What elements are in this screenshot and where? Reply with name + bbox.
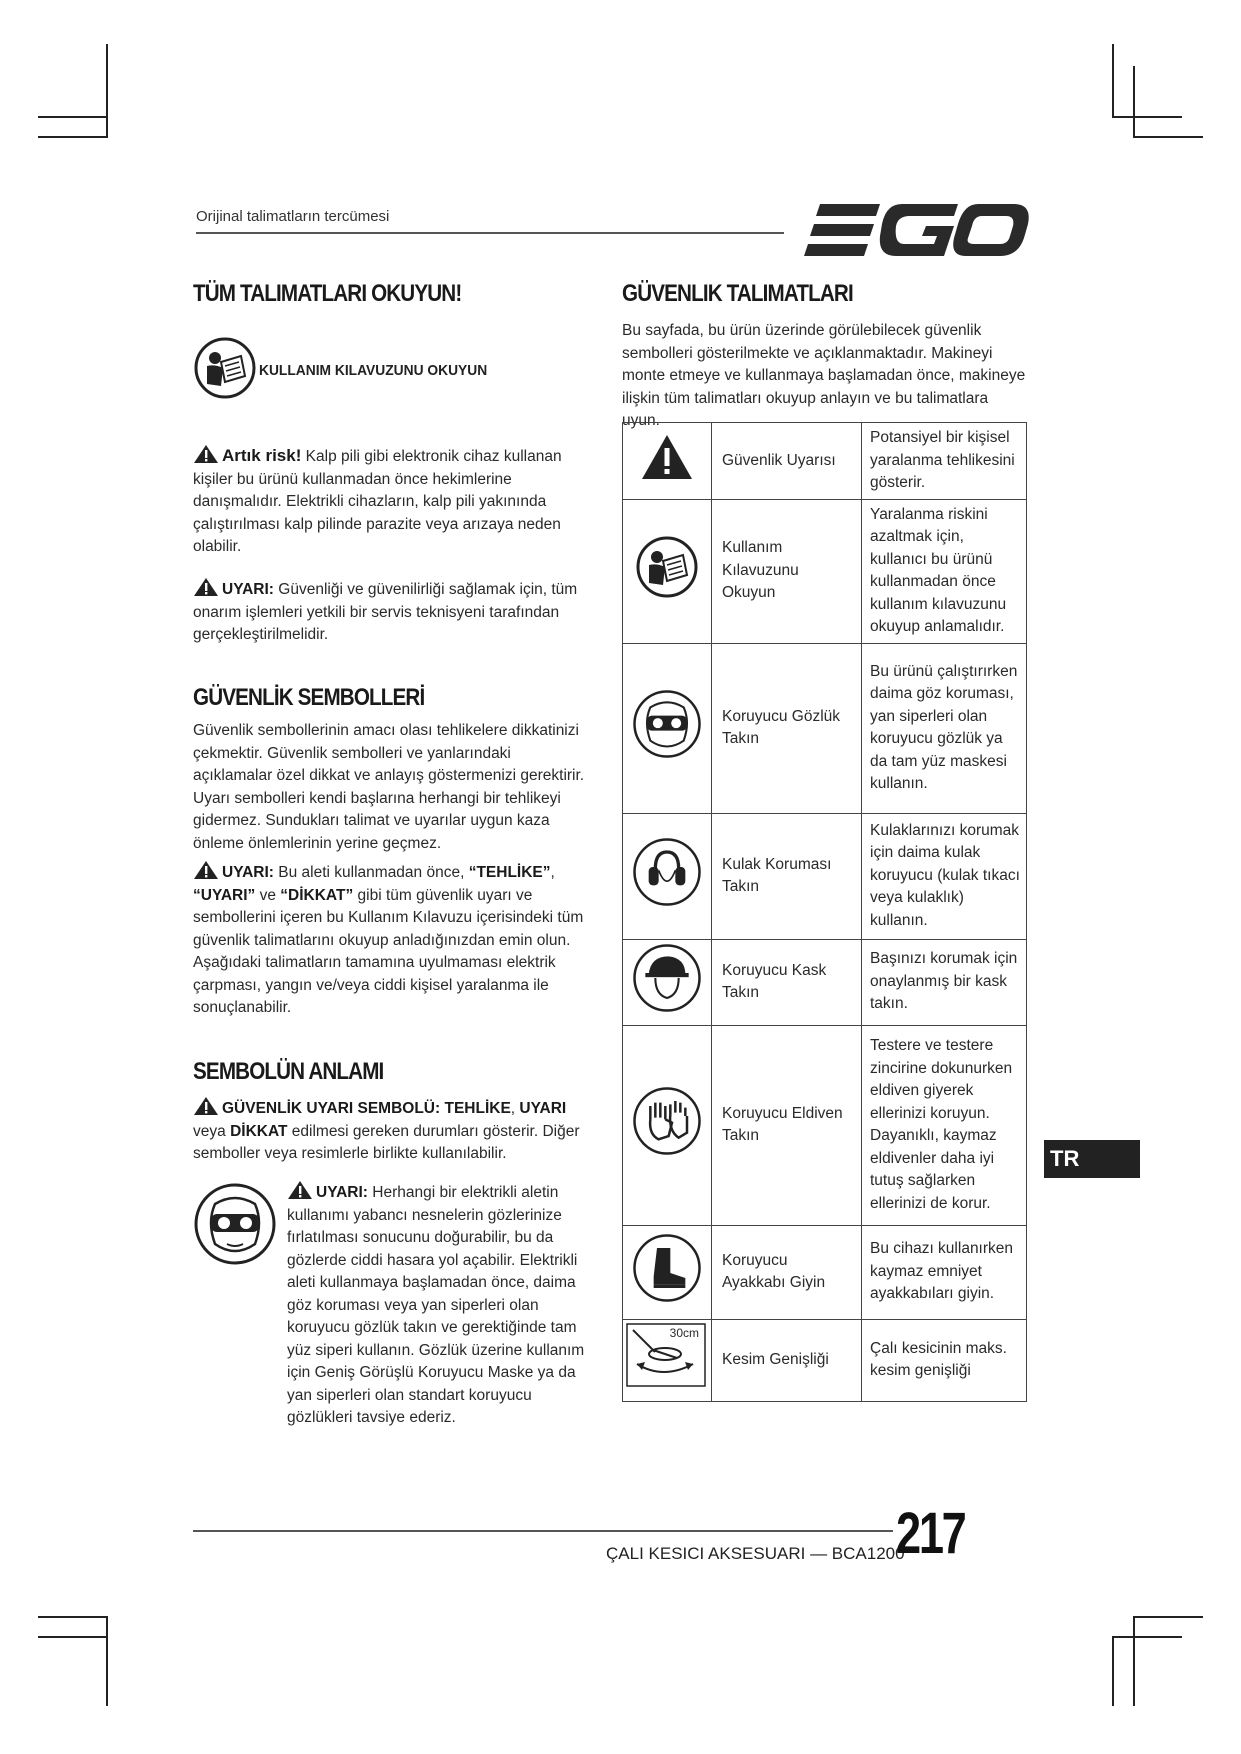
- symbol-cell: [623, 499, 712, 643]
- symbol-cell: [623, 1319, 712, 1401]
- manual-warning-text: gibi tüm güvenlik uyarı ve sembollerini içeren bu Kullanım Kılavuzu içerisindeki tüm güvenlik talimatlarını okuyup anladığınızdan emin olun. Aşağıdaki talimatların tamamına uyulmaması elektrik çarpması, yangın ve/veya ciddi kişisel yaralanma ile sonuçlanabilir.: [193, 886, 584, 1016]
- symbol-cell: [623, 423, 712, 500]
- read-manual-block: [193, 336, 573, 402]
- read-manual-icon: [635, 535, 699, 599]
- symbol-name: Güvenlik Uyarısı: [712, 423, 862, 500]
- symbol-name: Kullanım Kılavuzunu Okuyun: [712, 499, 862, 643]
- symbol-name: Kulak Koruması Takın: [712, 813, 862, 939]
- symbol-cell: [623, 1225, 712, 1319]
- goggle-warning-paragraph: [287, 1180, 587, 1430]
- crop-mark: [1133, 1616, 1203, 1618]
- symbol-name: Koruyucu Eldiven Takın: [712, 1025, 862, 1225]
- crop-mark: [38, 1636, 108, 1638]
- symbol-meaning-paragraph: [193, 1096, 593, 1166]
- symbol-description: Bu cihazı kullanırken kaymaz emniyet ayakkabıları giyin.: [862, 1225, 1027, 1319]
- footer-rule: [193, 1530, 893, 1532]
- boots-icon: [632, 1233, 702, 1303]
- symbol-description: Bu ürünü çalıştırırken daima göz koruması, yan siperleri olan koruyucu gözlük ya da tam yüz maskesi kullanın.: [862, 643, 1027, 813]
- crop-mark: [106, 1616, 108, 1706]
- symbol-name: Koruyucu Kask Takın: [712, 939, 862, 1025]
- goggles-icon: [632, 689, 702, 759]
- symbol-description: Başınızı korumak için onaylanmış bir kask takın.: [862, 939, 1027, 1025]
- goggles-icon: [193, 1182, 277, 1266]
- table-row: [623, 1225, 1027, 1319]
- symbol-name: Koruyucu Gözlük Takın: [712, 643, 862, 813]
- crop-mark: [1112, 116, 1182, 118]
- safety-symbols-table: [622, 422, 1027, 1402]
- table-row: [623, 643, 1027, 813]
- symbol-description: Çalı kesicinin maks. kesim genişliği: [862, 1319, 1027, 1401]
- symbol-description: Testere ve testere zincirine dokunurken eldiven giyerek ellerinizi koruyun. Dayanıklı, kaymaz eldivenler daha iyi tutuş sağlarken ellerinizi de korur.: [862, 1025, 1027, 1225]
- goggle-warning-text: Herhangi bir elektrikli aletin kullanımı yabancı nesnelerin gözlerinize fırlatılması sonucunu doğurabilir, bu da gözlerde ciddi hasara yol açabilir. Elektrikli aleti kullanmaya başlamadan önce, daima göz koruması veya yan siperleri olan koruyucu gözlük takın ve gerektiğinde tam yüz siperi kullanın. Gözlük üzerine kullanım için Geniş Görüşlü Koruyucu Maske ya da yan siperleri olan standart koruyucu gözlükleri tavsiye ederiz.: [287, 1184, 585, 1426]
- helmet-icon: [632, 943, 702, 1013]
- warning-term: “UYARI”: [193, 886, 256, 904]
- symbol-description: Kulaklarınızı korumak için daima kulak koruyucu (kulak tıkacı veya kulaklık) kullanın.: [862, 813, 1027, 939]
- table-row: [623, 939, 1027, 1025]
- manual-warning-text: Bu aleti kullanmadan önce,: [273, 864, 469, 881]
- warning-icon: [640, 433, 694, 481]
- header-rule: [196, 232, 784, 234]
- crop-mark: [1112, 44, 1114, 118]
- table-row: [623, 813, 1027, 939]
- safety-instructions-title: GÜVENLIK TALIMATLARI: [622, 280, 853, 307]
- crop-mark: [38, 136, 108, 138]
- symbol-meaning-title: SEMBOLÜN ANLAMI: [193, 1058, 384, 1085]
- crop-mark: [1133, 136, 1203, 138]
- footer-product: ÇALI KESICI AKSESUARI — BCA1200: [606, 1544, 905, 1563]
- warning-icon: [193, 1096, 219, 1116]
- service-warning-text: Güvenliği ve güvenilirliği sağlamak için, tüm onarım işlemleri yetkili bir servis teknisyeni tarafından gerçekleştirilmelidir.: [193, 581, 578, 643]
- symbol-cell: [623, 1025, 712, 1225]
- symbol-name: Koruyucu Ayakkabı Giyin: [712, 1225, 862, 1319]
- ear-protection-icon: [632, 837, 702, 907]
- symbol-description: Potansiyel bir kişisel yaralanma tehlikesini gösterir.: [862, 423, 1027, 500]
- symbol-cell: [623, 643, 712, 813]
- residual-risk-text: Kalp pili gibi elektronik cihaz kullanan kişiler bu ürünü kullanmadan önce hekimlerine danışmalıdır. Elektrikli cihazların, kalp pili yakınında çalıştırılması kalp pilinde parazite veya arızaya neden olabilir.: [193, 448, 562, 555]
- warning-icon: [193, 860, 219, 880]
- crop-mark: [38, 116, 108, 118]
- crop-mark: [1133, 66, 1135, 138]
- warning-icon: [193, 577, 219, 597]
- manual-warning-text: ,: [550, 864, 555, 881]
- manual-warning-paragraph: [193, 860, 593, 1020]
- symbol-meaning-text: ,: [510, 1100, 520, 1117]
- warning-icon: [193, 444, 219, 464]
- goggle-warning-block: [193, 1180, 593, 1440]
- header-subtitle: Orijinal talimatların tercümesi: [196, 208, 390, 225]
- symbol-meaning-text: veya: [193, 1122, 231, 1140]
- symbol-name: Kesim Genişliği: [712, 1319, 862, 1401]
- safety-symbols-title: GÜVENLİK SEMBOLLERİ: [193, 684, 425, 711]
- residual-risk-label: Artık risk!: [222, 446, 302, 465]
- language-tab: TR: [1044, 1140, 1140, 1178]
- service-warning-paragraph: [193, 577, 593, 647]
- caution-term: “DİKKAT”: [280, 886, 354, 904]
- table-row: [623, 1025, 1027, 1225]
- read-instructions-title: TÜM TALIMATLARI OKUYUN!: [193, 280, 462, 307]
- crop-mark: [1133, 1616, 1135, 1706]
- table-row: [623, 423, 1027, 500]
- manual-warning-text: ve: [255, 886, 281, 904]
- page-number: 217: [896, 1501, 965, 1566]
- warning-term: UYARI: [519, 1100, 567, 1117]
- manual-warning-label: UYARI:: [222, 864, 274, 881]
- read-manual-icon: [193, 336, 257, 400]
- ego-logo: [800, 196, 1032, 268]
- service-warning-label: UYARI:: [222, 581, 274, 598]
- symbol-meaning-text: edilmesi gereken durumları gösterir. Diğer semboller veya resimlerle birlikte kullanılabilir.: [193, 1122, 580, 1162]
- safety-alert-label: GÜVENLİK UYARI SEMBOLÜ: TEHLİKE: [222, 1100, 511, 1117]
- residual-risk-paragraph: [193, 444, 593, 559]
- danger-term: “TEHLİKE”: [468, 864, 551, 881]
- crop-mark: [38, 1616, 108, 1618]
- safety-instructions-intro: Bu sayfada, bu ürün üzerinde görülebilecek güvenlik sembolleri gösterilmekte ve açıklanmaktadır. Makineyi monte etmeye ve kullanmaya başlamadan önce, makineye ilişkin tüm talimatları okuyup anlayın ve bu talimatlara uyun.: [622, 322, 1026, 429]
- crop-mark: [1112, 1636, 1114, 1706]
- safety-symbols-text: Güvenlik sembollerinin amacı olası tehlikelere dikkatinizi çekmektir. Güvenlik sembolleri ve yanlarındaki açıklamalar özel dikkat ve anlayış göstermenizi gerektirir. Uyarı sembolleri kendi başlarına herhangi bir tehlikeyi gidermez. Sundukları talimat ve uyarılar uygun kaza önleme önlemlerinin yerine geçmez.: [193, 722, 585, 852]
- gloves-icon: [632, 1086, 702, 1156]
- caution-term: DİKKAT: [230, 1122, 288, 1140]
- table-row: [623, 1319, 1027, 1401]
- goggle-warning-label: UYARI:: [316, 1184, 368, 1201]
- cutting-width-label: 30cm: [669, 1325, 699, 1340]
- read-manual-label: KULLANIM KILAVUZUNU OKUYUN: [259, 362, 488, 379]
- symbol-cell: [623, 939, 712, 1025]
- symbol-cell: [623, 813, 712, 939]
- table-row: [623, 499, 1027, 643]
- warning-icon: [287, 1180, 313, 1200]
- symbol-description: Yaralanma riskini azaltmak için, kullanıcı bu ürünü kullanmadan önce kullanım kılavuzunu okuyup anlamalıdır.: [862, 499, 1027, 643]
- crop-mark: [106, 44, 108, 137]
- crop-mark: [1112, 1636, 1182, 1638]
